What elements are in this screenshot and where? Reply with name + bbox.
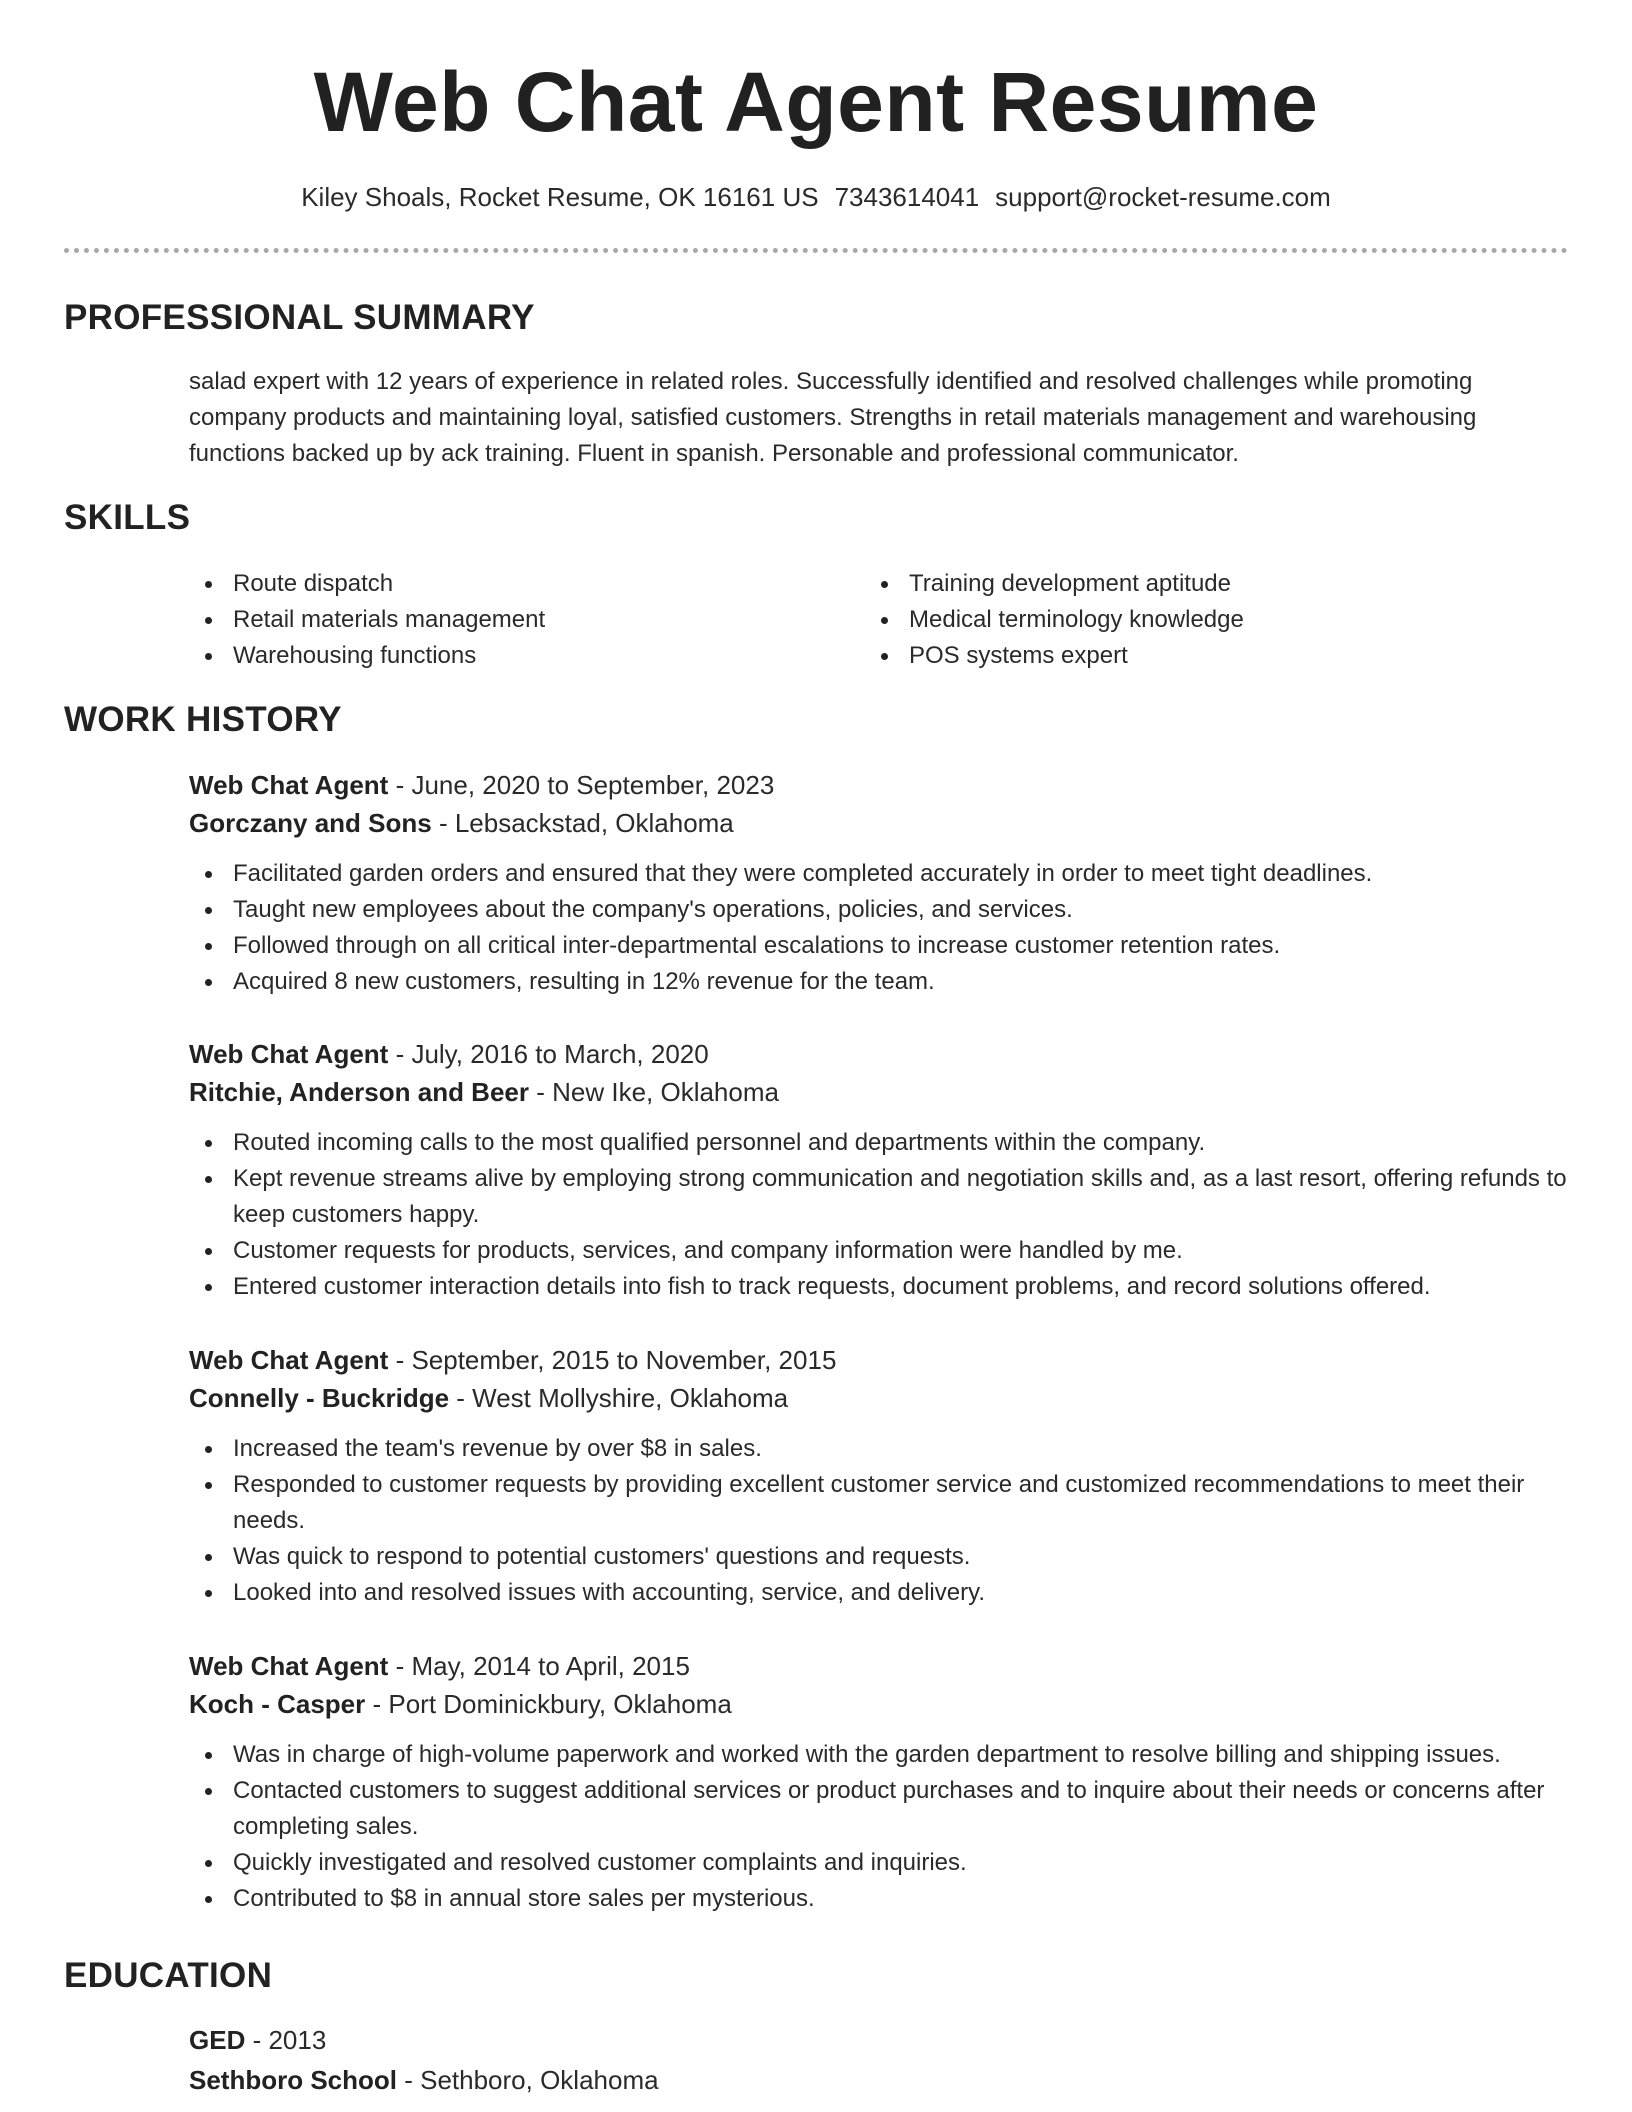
skills-heading: SKILLS	[64, 498, 191, 537]
job-dates: - July, 2016 to March, 2020	[388, 1039, 709, 1069]
job-location: - New Ike, Oklahoma	[529, 1077, 779, 1107]
job-dates: - September, 2015 to November, 2015	[388, 1345, 837, 1375]
education-school-line	[189, 2060, 1569, 2100]
skill-item: Warehousing functions	[189, 638, 829, 674]
job-company: Gorczany and Sons	[189, 808, 432, 838]
contact-line	[0, 180, 1632, 214]
job-bullet: Contacted customers to suggest additional services or product purchases and to inquire about their needs or concerns after completing sales.	[189, 1773, 1569, 1845]
summary-heading: PROFESSIONAL SUMMARY	[64, 298, 535, 337]
skill-item: Medical terminology knowledge	[865, 602, 1505, 638]
job-title-line	[189, 1647, 1569, 1685]
job-entry	[189, 1341, 1569, 1611]
job-entry	[189, 1035, 1569, 1305]
job-location: - Lebsackstad, Oklahoma	[431, 808, 734, 838]
job-title-line	[189, 766, 1569, 804]
job-company-line	[189, 1685, 1569, 1723]
job-bullet: Was quick to respond to potential customers' questions and requests.	[189, 1539, 1569, 1575]
job-bullet: Contributed to $8 in annual store sales per mysterious.	[189, 1881, 1569, 1917]
job-location: - West Mollyshire, Oklahoma	[449, 1383, 789, 1413]
skill-item: POS systems expert	[865, 638, 1505, 674]
skills-list-right	[865, 566, 1505, 674]
contact-phone: 7343614041	[834, 182, 980, 212]
job-title: Web Chat Agent	[189, 1039, 389, 1069]
job-bullet: Entered customer interaction details into fish to track requests, document problems, and record solutions offered.	[189, 1269, 1569, 1305]
education-heading: EDUCATION	[64, 1956, 273, 1995]
job-title: Web Chat Agent	[189, 770, 389, 800]
job-bullet: Quickly investigated and resolved customer complaints and inquiries.	[189, 1845, 1569, 1881]
job-title: Web Chat Agent	[189, 1651, 389, 1681]
job-company-line	[189, 804, 1569, 842]
job-bullet: Kept revenue streams alive by employing strong communication and negotiation skills and, as a last resort, offering refunds to keep customers happy.	[189, 1161, 1569, 1233]
summary-text: salad expert with 12 years of experience in related roles. Successfully identified and resolved challenges while promoting company products and maintaining loyal, satisfied customers. Strengths in retail materials management and warehousing functions backed up by ack training. Fluent in spanish. Personable and professional communicator.	[189, 368, 1477, 467]
job-bullet: Customer requests for products, services, and company information were handled by me.	[189, 1233, 1569, 1269]
job-title-line	[189, 1035, 1569, 1073]
job-company: Connelly - Buckridge	[189, 1383, 450, 1413]
contact-email: support@rocket-resume.com	[995, 182, 1331, 212]
job-entry	[189, 766, 1569, 1000]
job-bullet: Taught new employees about the company's operations, policies, and services.	[189, 892, 1569, 928]
education-degree-line	[189, 2020, 1569, 2060]
job-title-line	[189, 1341, 1569, 1379]
skills-list-left	[189, 566, 829, 674]
job-bullet: Followed through on all critical inter-departmental escalations to increase customer retention rates.	[189, 928, 1569, 964]
job-bullets	[189, 1737, 1569, 1917]
education-location: - Sethboro, Oklahoma	[397, 2065, 659, 2095]
header-divider	[64, 248, 1568, 253]
education-year: - 2013	[245, 2025, 327, 2055]
job-location: - Port Dominickbury, Oklahoma	[365, 1689, 732, 1719]
job-title: Web Chat Agent	[189, 1345, 389, 1375]
skill-item: Retail materials management	[189, 602, 829, 638]
job-bullet: Routed incoming calls to the most qualified personnel and departments within the company.	[189, 1125, 1569, 1161]
job-bullets	[189, 856, 1569, 1000]
job-bullet: Looked into and resolved issues with accounting, service, and delivery.	[189, 1575, 1569, 1611]
education-school: Sethboro School	[189, 2065, 397, 2095]
job-bullet: Increased the team's revenue by over $8 in sales.	[189, 1431, 1569, 1467]
education-degree: GED	[189, 2025, 246, 2055]
job-bullets	[189, 1125, 1569, 1305]
job-entry	[189, 1647, 1569, 1917]
resume-title: Web Chat Agent Resume	[313, 55, 1319, 149]
work-history-heading: WORK HISTORY	[64, 700, 342, 739]
job-bullet: Facilitated garden orders and ensured that they were completed accurately in order to meet tight deadlines.	[189, 856, 1569, 892]
education-entry	[189, 2020, 1569, 2100]
job-dates: - June, 2020 to September, 2023	[388, 770, 775, 800]
job-bullet: Responded to customer requests by providing excellent customer service and customized recommendations to meet their needs.	[189, 1467, 1569, 1539]
job-bullet: Acquired 8 new customers, resulting in 12% revenue for the team.	[189, 964, 1569, 1000]
job-company-line	[189, 1073, 1569, 1111]
job-bullets	[189, 1431, 1569, 1611]
contact-address: Kiley Shoals, Rocket Resume, OK 16161 US	[301, 182, 819, 212]
job-company: Koch - Casper	[189, 1689, 366, 1719]
job-company: Ritchie, Anderson and Beer	[189, 1077, 529, 1107]
job-bullet: Was in charge of high-volume paperwork and worked with the garden department to resolve billing and shipping issues.	[189, 1737, 1569, 1773]
skill-item: Route dispatch	[189, 566, 829, 602]
job-dates: - May, 2014 to April, 2015	[388, 1651, 690, 1681]
job-company-line	[189, 1379, 1569, 1417]
skill-item: Training development aptitude	[865, 566, 1505, 602]
